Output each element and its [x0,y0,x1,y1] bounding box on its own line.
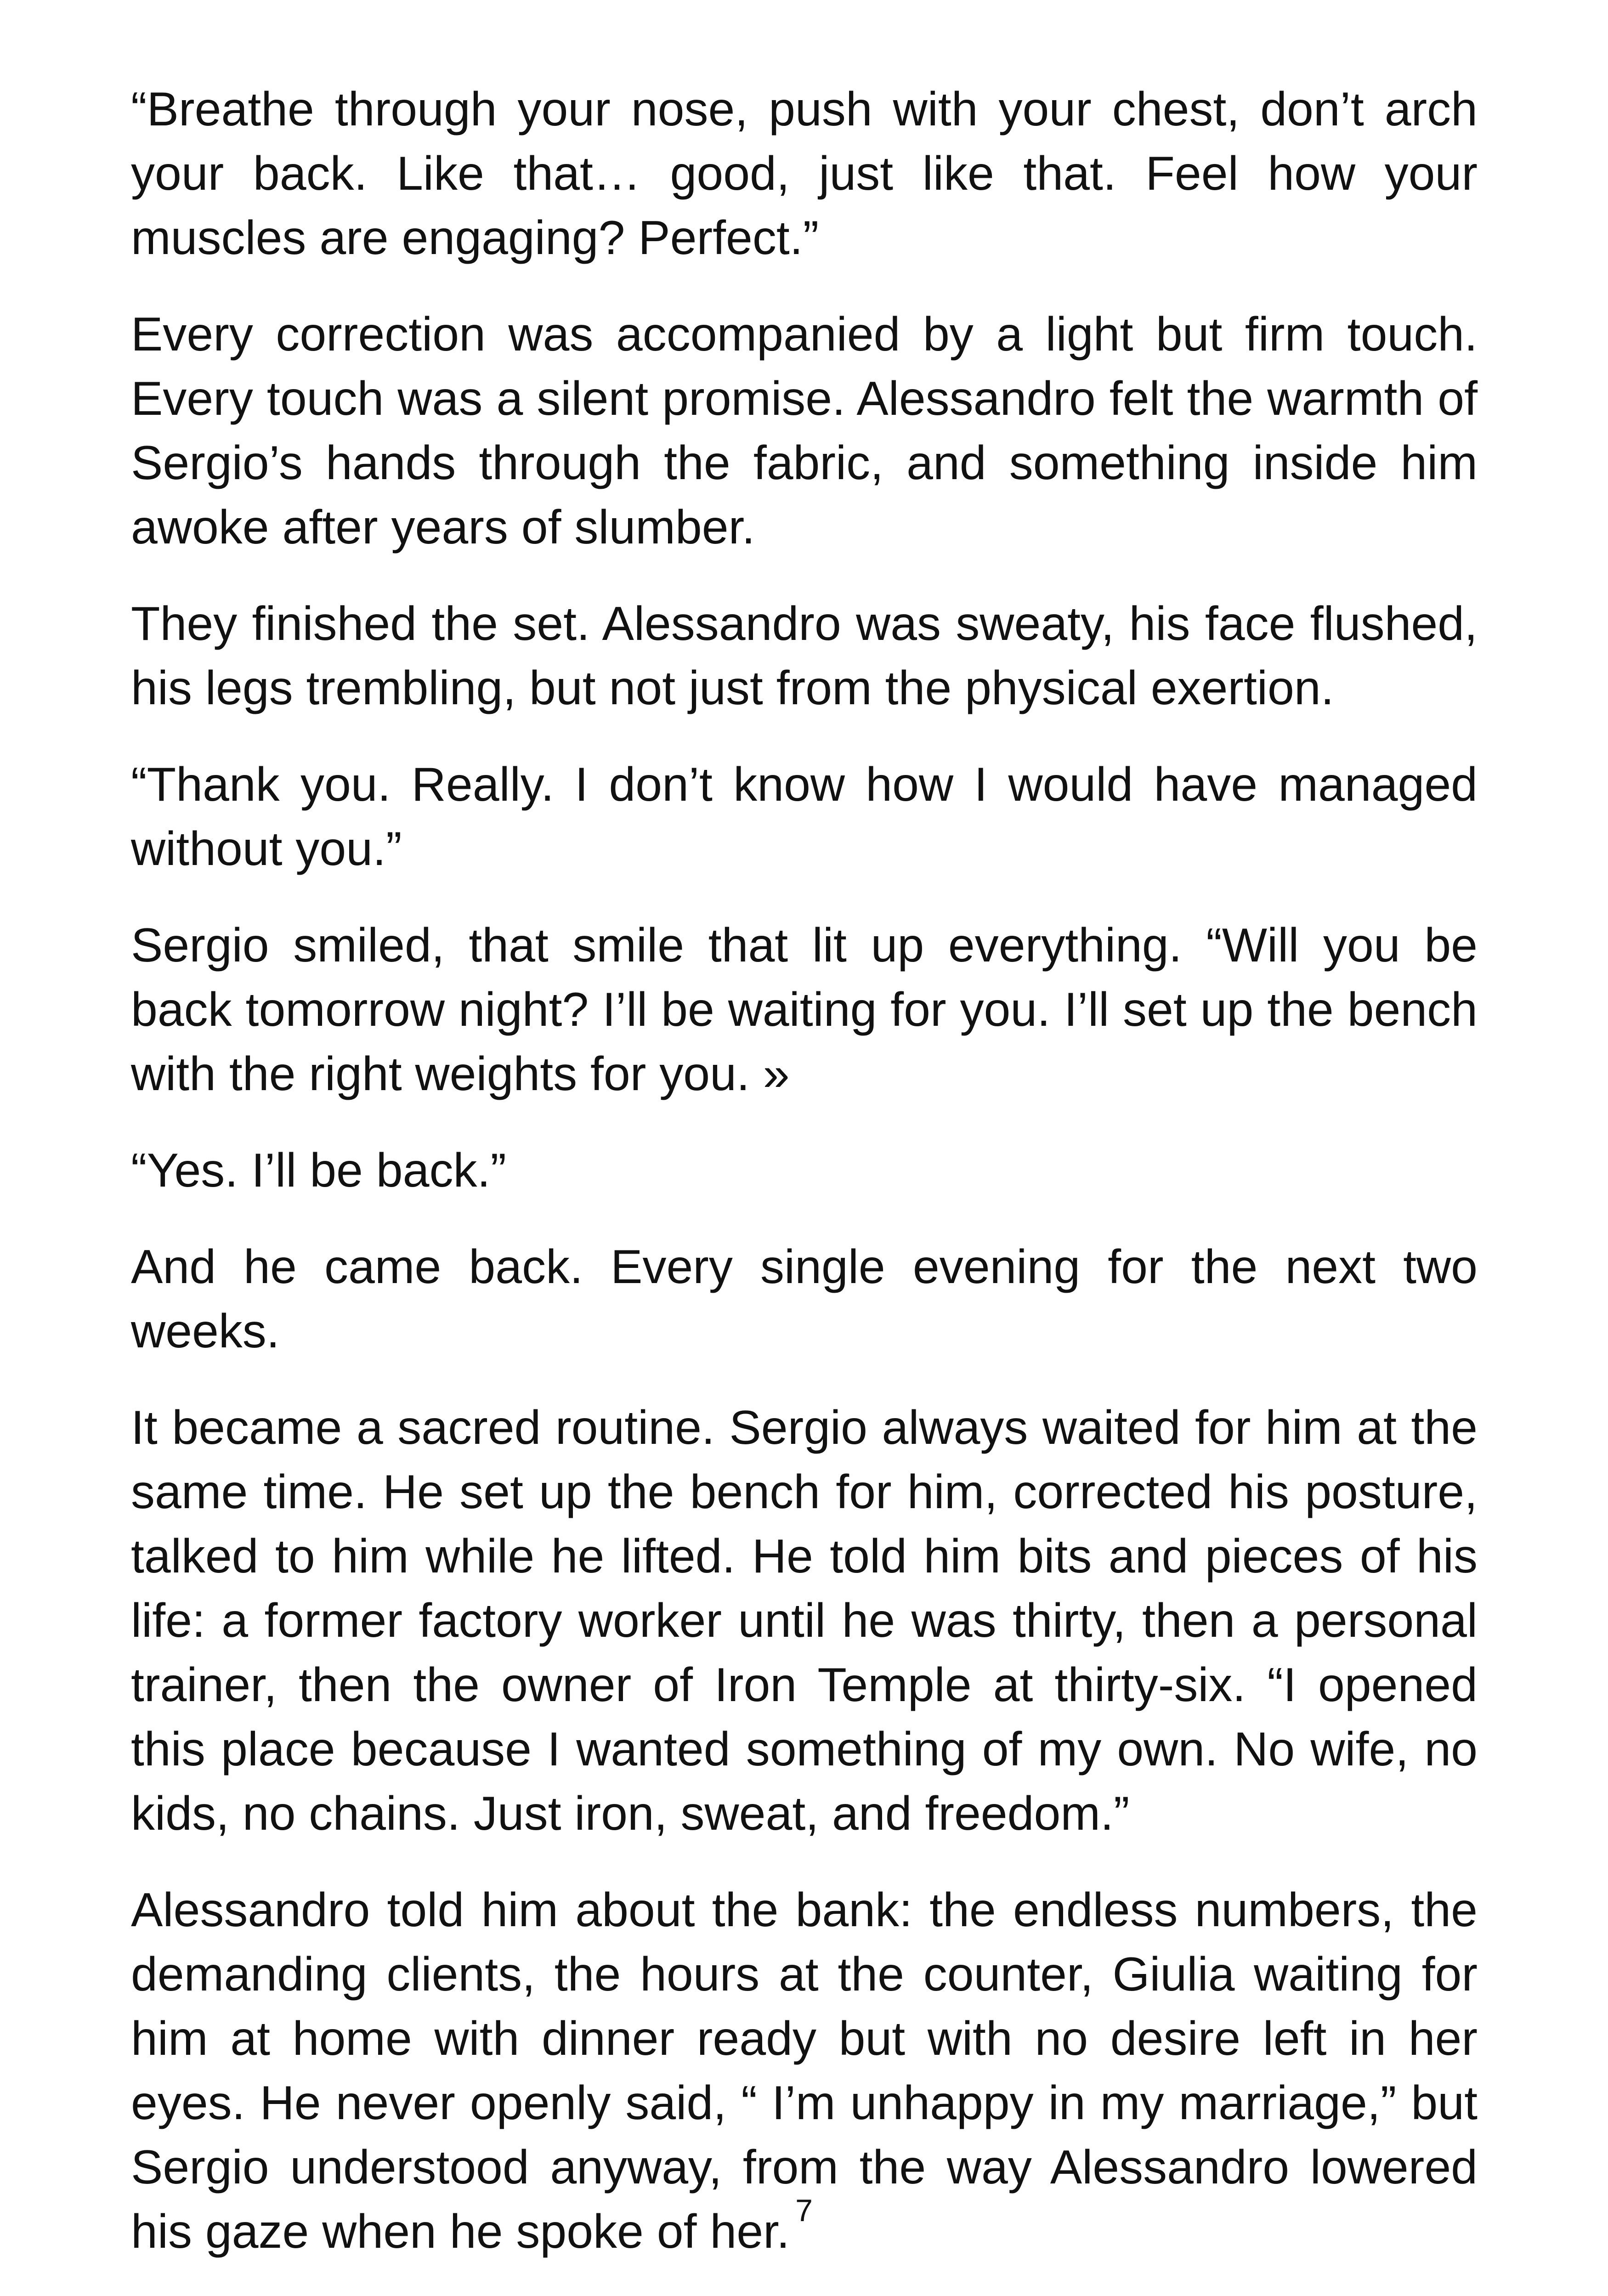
paragraph-9: Alessandro told him about the bank: the endless numbers, the demanding clients, the hours at the counter, Giulia waiting for him at home with dinner ready but with no desire left in her eyes. He never openly said, “ I’m unhappy in my marriage,” but Sergio understood anyway, from the way Alessandro lowered his gaze when he spoke of her. [131,1883,1478,2258]
page-number: 7 [795,2193,813,2228]
paragraph-1: “Breathe through your nose, push with your chest, don’t arch your back. Like that… good, just like that. Feel how your muscles are engaging? Perfect.” [131,83,1478,265]
paragraph-3: They finished the set. Alessandro was sweaty, his face flushed, his legs trembling, but not just from the physical exertion. [131,597,1478,715]
body-text [131,77,1478,2296]
paragraph-7: And he came back. Every single evening for the next two weeks. [131,1240,1478,1358]
paragraph-5: Sergio smiled, that smile that lit up everything. “Will you be back tomorrow night? I’ll be waiting for you. I’ll set up the bench with the right weights for you. » [131,919,1478,1101]
paragraph-2: Every correction was accompanied by a light but firm touch. Every touch was a silent promise. Alessandro felt the warmth of Sergio’s hands through the fabric, and something inside him awoke after years of slumber. [131,308,1478,554]
paragraph-8: It became a sacred routine. Sergio always waited for him at the same time. He set up the bench for him, corrected his posture, talked to him while he lifted. He told him bits and pieces of his life: a former factory worker until he was thirty, then a personal trainer, then the owner of Iron Temple at thirty-six. “I opened this place because I wanted something of my own. No wife, no kids, no chains. Just iron, sweat, and freedom.” [131,1401,1478,1840]
paragraph-4: “Thank you. Really. I don’t know how I would have managed without you.” [131,758,1478,876]
paragraph-6: “Yes. I’ll be back.” [131,1144,506,1197]
